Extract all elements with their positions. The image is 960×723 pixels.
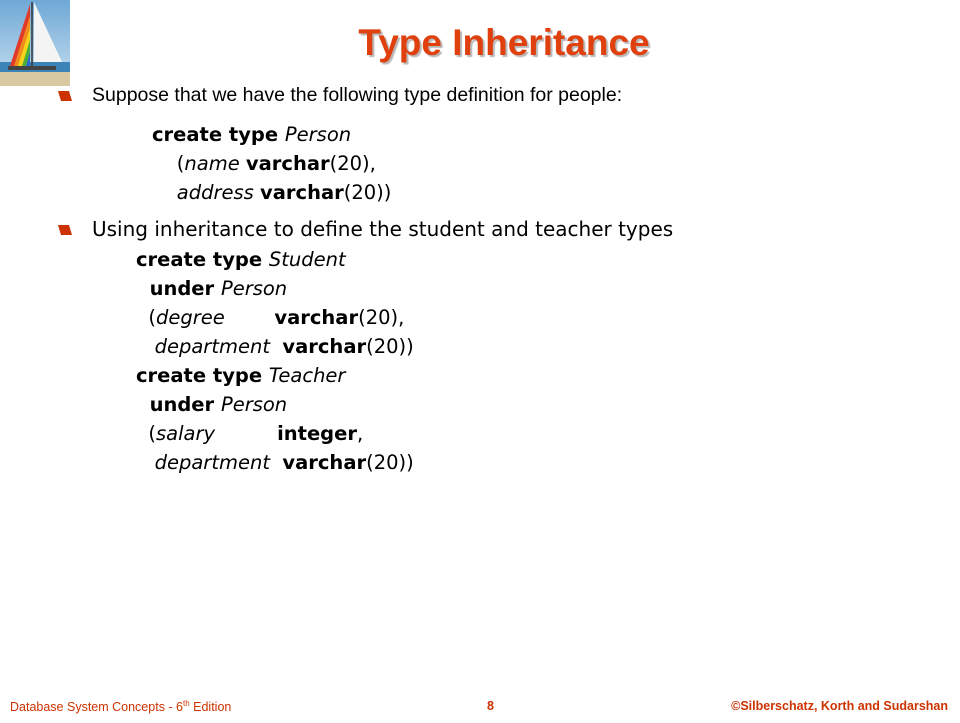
footer-page-number: 8 xyxy=(487,699,494,713)
code-line: create type Teacher xyxy=(136,364,346,387)
square-bullet-icon xyxy=(58,91,72,101)
code-line: under Person xyxy=(136,393,288,416)
code-line: (degree varchar(20), xyxy=(136,306,405,329)
footer-copyright: ©Silberschatz, Korth and Sudarshan xyxy=(731,699,948,713)
square-bullet-icon xyxy=(58,225,72,235)
slide-footer xyxy=(0,693,960,723)
code-line: create type Student xyxy=(136,248,346,271)
code-line: department varchar(20)) xyxy=(154,335,414,358)
bullet-text-inheritance: Using inheritance to define the student and teacher types xyxy=(92,217,674,241)
slide-title: Type Inheritance xyxy=(358,22,650,63)
footer-book-title: Database System Concepts - 6th Edition xyxy=(10,699,232,715)
code-line: under Person xyxy=(136,277,288,300)
bullet-text-type-definition: Suppose that we have the following type definition for people: xyxy=(92,84,623,106)
code-block-person-type xyxy=(152,120,391,207)
code-line: (salary integer, xyxy=(136,422,364,445)
code-block-student-teacher-types xyxy=(136,245,414,477)
code-line: (name varchar(20), xyxy=(152,152,376,175)
code-line: department varchar(20)) xyxy=(154,451,414,474)
code-line: create type Person xyxy=(152,123,352,146)
code-line: address varchar(20)) xyxy=(176,181,392,204)
